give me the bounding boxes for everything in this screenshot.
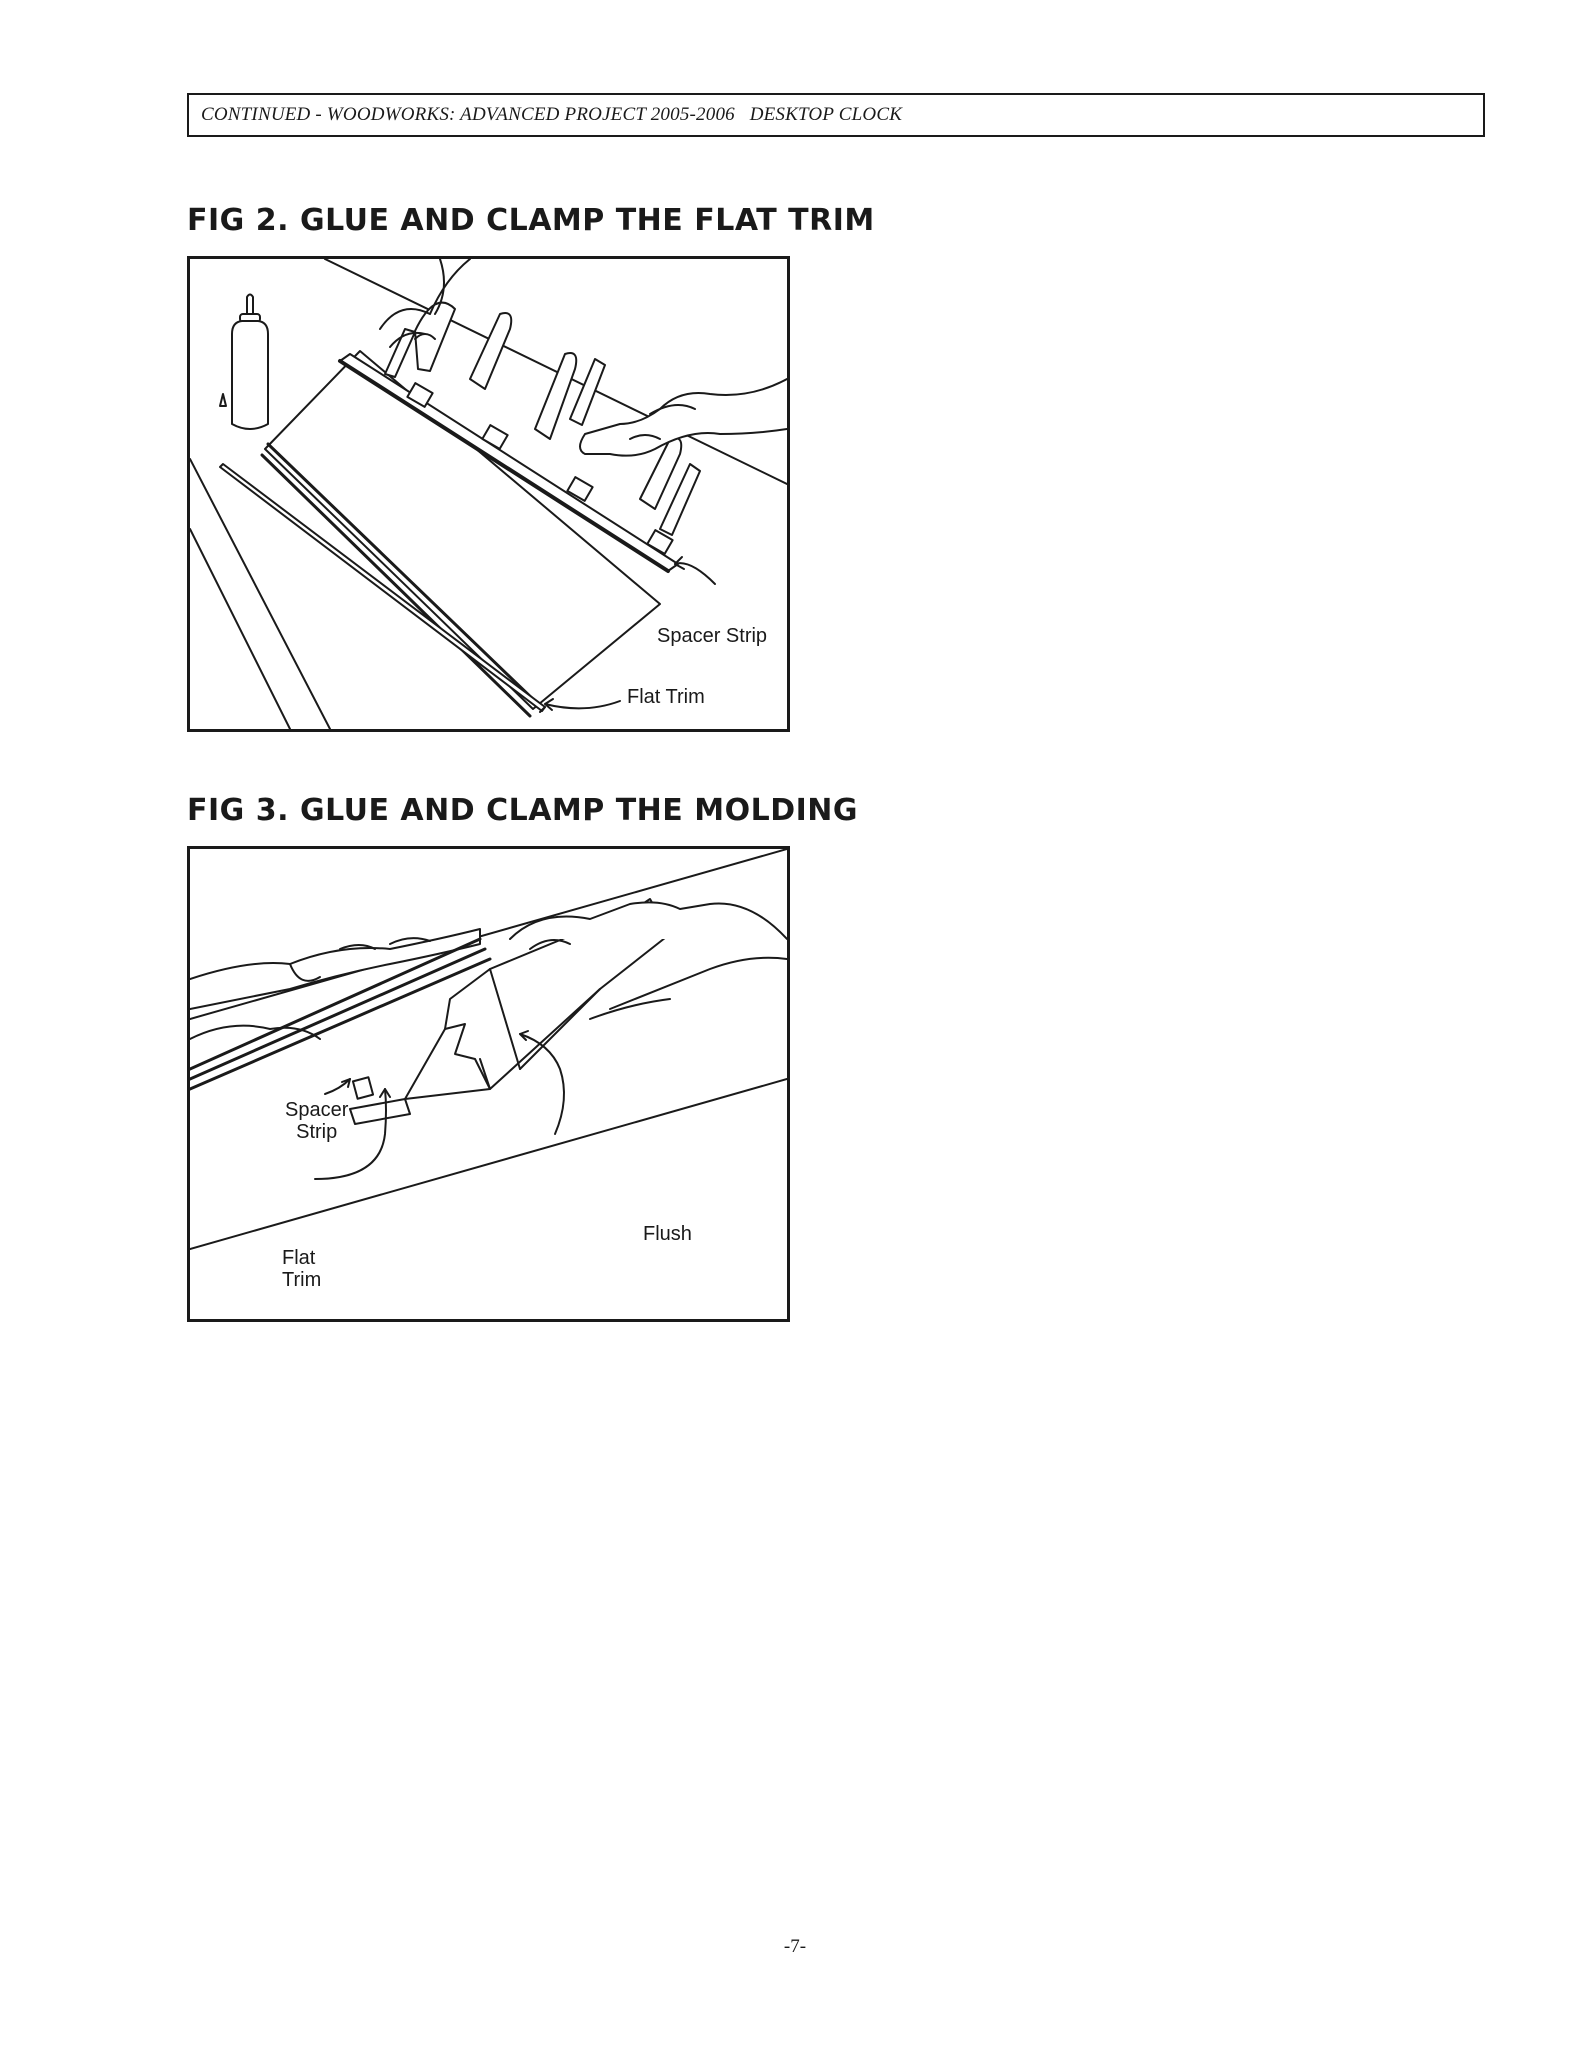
fig3-drawing — [190, 849, 787, 1319]
fig3-callout-flat-trim — [282, 1247, 321, 1291]
fig3-callout-spacer-strip — [285, 1099, 348, 1143]
fig2-drawing — [190, 259, 787, 729]
header-title: CONTINUED - WOODWORKS: ADVANCED PROJECT 2005-2006 DESKTOP CLOCK — [201, 104, 903, 125]
page-header — [187, 93, 1485, 137]
fig3-callout-spacer-strip-text: Spacer Strip — [285, 1099, 349, 1143]
fig2-title: FIG 2. GLUE AND CLAMP THE FLAT TRIM — [187, 203, 875, 238]
fig2-callout-spacer-strip: Spacer Strip — [657, 625, 768, 647]
fig2-callout-flat-trim: Flat Trim — [627, 686, 705, 708]
page-number: -7- — [783, 1936, 807, 1957]
fig3-illustration — [187, 846, 790, 1322]
fig3-callout-flush: Flush — [643, 1223, 692, 1245]
fig3-title: FIG 3. GLUE AND CLAMP THE MOLDING — [187, 793, 858, 828]
fig3-callout-flat-trim-text: Flat Trim — [282, 1247, 322, 1291]
glue-bottle-icon — [220, 295, 268, 430]
fig2-illustration — [187, 256, 790, 732]
